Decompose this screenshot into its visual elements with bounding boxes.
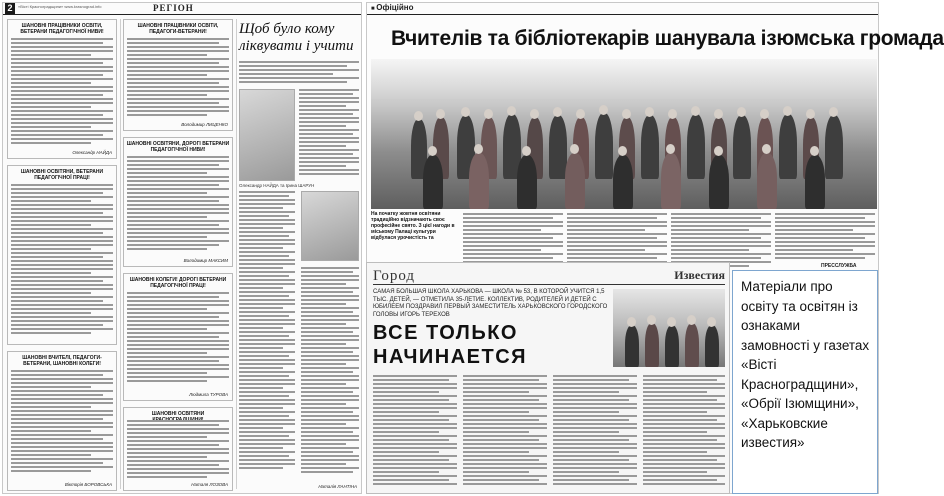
- article-text: [127, 292, 229, 384]
- greeting-title: ШАНОВНІ ВЧИТЕЛІ, ПЕДАГОГИ-ВЕТЕРАНИ, ШАНОВНІ КОЛЕГИ!: [22, 355, 102, 367]
- greeting-signature: Володимир ЛИЦЕНКО: [181, 122, 228, 127]
- column-1: [7, 19, 117, 491]
- clipping-lead: САМАЯ БОЛЬШАЯ ШКОЛА ХАРЬКОВА — ШКОЛА № 53, В КОТОРОЙ УЧИТСЯ 1,5 ТЫС. ДЕТЕЙ, — ОТМЕТИЛА 35-ЛЕТИЕ. КОЛЛЕКТИВ, РОДИТЕЛЕЙ И ДЕТЕЙ С ЮБИЛЕЕМ ПОЗДРАВИЛ ПЕРВЫЙ ЗАМЕСТИТЕЛЬ ХАРЬКОВСКОГО ГОРОДСКОГО ГОЛОВЫ ИГОРЬ ТЕРЕХОВ: [373, 289, 608, 318]
- greeting-signature: Володимир МАКСИМ: [183, 258, 228, 263]
- greeting-signature: Наталя ЛОЗОВА: [191, 482, 228, 487]
- greeting-signature: Людмила ТУРОВА: [189, 392, 228, 397]
- greeting-box: [7, 165, 117, 345]
- greeting-title: ШАНОВНІ ПРАЦІВНИКИ ОСВІТИ, ВЕТЕРАНИ ПЕДАГОГІЧНОЇ НИВИ!: [20, 23, 104, 35]
- page-rubric: РЕГІОН: [153, 3, 194, 13]
- greeting-box: [123, 137, 233, 267]
- greeting-box: [123, 407, 233, 491]
- page-header: [3, 3, 361, 15]
- clipping-column: [553, 375, 637, 491]
- column-3: [239, 19, 359, 491]
- article-column: [775, 213, 875, 261]
- article-text: [11, 38, 113, 146]
- masthead-section: Город: [373, 268, 416, 284]
- column-2: [123, 19, 233, 491]
- article-headline: Щоб було кому ліквувати і учити: [239, 21, 354, 54]
- greeting-box: [123, 19, 233, 131]
- page-number: 2: [5, 3, 15, 14]
- group-photo: [371, 59, 877, 209]
- school-event-photo: [613, 289, 725, 367]
- source-tag: ПРЕССЛУЖБА: [821, 263, 857, 269]
- article-text: [127, 156, 229, 252]
- greeting-signature: Вікторія БОРОВСЬКА: [64, 482, 112, 487]
- masthead-title: Известия: [674, 268, 725, 282]
- clipping-column: [463, 375, 547, 491]
- article-text: [301, 267, 359, 475]
- greeting-box: [123, 273, 233, 401]
- annotation-callout: [732, 270, 878, 494]
- greeting-title: ШАНОВНІ ОСВІТЯНИ, ДОРОГІ ВЕТЕРАНИ ПЕДАГОГІЧНОЇ НИВИ!: [126, 141, 230, 153]
- clipping-headline: ВСЕ ТОЛЬКО НАЧИНАЕТСЯ: [373, 322, 528, 368]
- masthead-line: «Вісті Красноградщини» www.krasnograd.info: [18, 4, 102, 9]
- article-text: [11, 370, 113, 474]
- greeting-title: ШАНОВНІ ОСВІТЯНИ: [151, 411, 205, 417]
- article-signature: Наталія ЛАНТІНА: [318, 484, 357, 489]
- stage-backdrop: [371, 59, 877, 99]
- photo-caption: На початку жовтня освітяни традиційно відзначають своє професійне свято. З цієї нагоди в міському Палаці культури відбулася урочистість та: [371, 211, 455, 241]
- newspaper-clipping-kharkovskie-izvestiya: [366, 262, 730, 494]
- article-headline: Вчителів та бібліотекарів шанувала ізюмська громада: [391, 27, 944, 50]
- clipping-masthead: [373, 267, 725, 285]
- clipping-column: [373, 375, 457, 491]
- article-text: [299, 89, 359, 177]
- article-lead: [239, 61, 359, 85]
- greeting-signature: Олександр НАЙДА: [72, 150, 112, 155]
- page-header: [367, 3, 878, 15]
- article-text: [11, 184, 113, 336]
- page-rubric: ■ Офіційно: [371, 3, 414, 12]
- portrait-photo: [239, 89, 295, 181]
- greeting-title: ШАНОВНІ ПРАЦІВНИКИ ОСВІТИ, ПЕДАГОГИ-ВЕТЕРАНИ!: [137, 23, 219, 35]
- article-text: [239, 191, 295, 471]
- newspaper-page-vesti-krasnogradshchyny: [2, 2, 362, 494]
- article-text: [127, 420, 229, 480]
- ceremony-photo: [301, 191, 359, 261]
- clipping-column: [643, 375, 725, 491]
- article-text: [127, 38, 229, 118]
- greeting-box: [7, 351, 117, 491]
- callout-text: Матеріали про освіту та освітян із ознаками замовності у газетах «Вісті Красноградщини», «Обрії Ізюмщини», «Харьковские известия»: [741, 279, 870, 450]
- greeting-title: ШАНОВНІ ОСВІТЯНИ, ВЕТЕРАНИ ПЕДАГОГІЧНОЇ ПРАЦІ!: [20, 169, 104, 181]
- photo-caption: Олександр НАЙДА та Ірина ШАРУН: [239, 183, 315, 188]
- greeting-box: [7, 19, 117, 159]
- greeting-title: ШАНОВНІ КОЛЕГИ! ДОРОГІ ВЕТЕРАНИ ПЕДАГОГІЧНОЇ ПРАЦІ!: [129, 277, 227, 289]
